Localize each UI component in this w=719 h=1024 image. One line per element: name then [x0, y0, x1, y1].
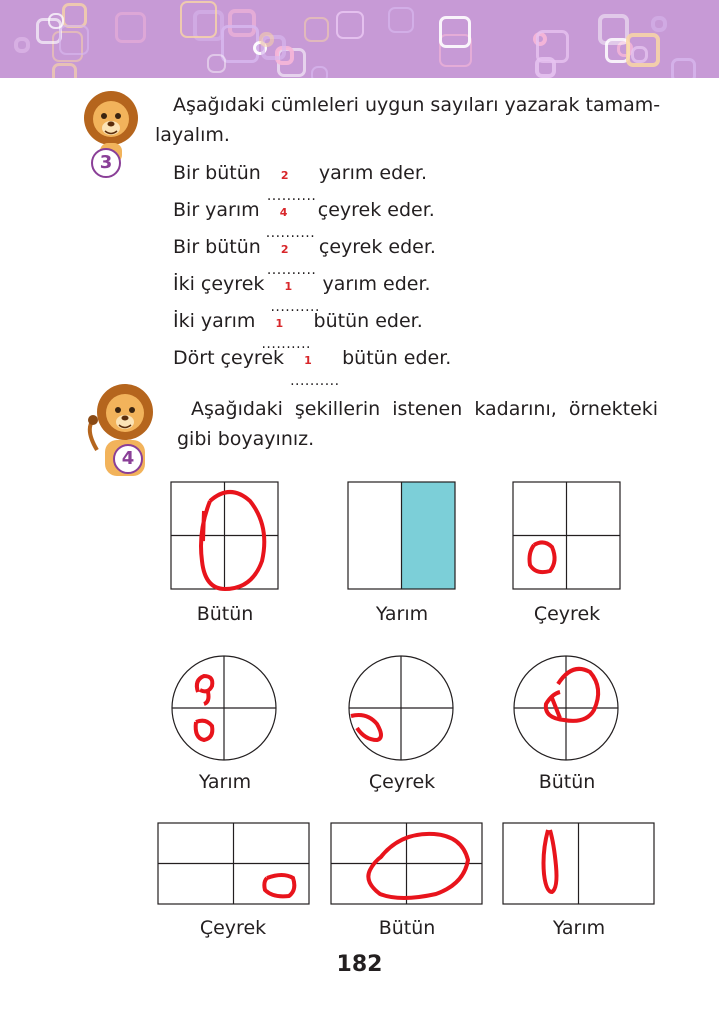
page-number: 182	[336, 952, 383, 977]
figure-rect-quarter	[157, 822, 311, 906]
decorative-square	[207, 54, 226, 73]
decorative-square	[671, 58, 696, 78]
decorative-square	[626, 33, 660, 67]
decorative-square	[439, 16, 471, 48]
sentence-end: bütün eder.	[313, 310, 423, 332]
figure-circle-half	[170, 654, 280, 764]
blank-dots: ..........	[266, 262, 317, 278]
decorative-square	[388, 7, 414, 33]
figure-square-half-example	[347, 481, 457, 591]
caption-9: Yarım	[552, 917, 606, 939]
sentence-line	[173, 236, 436, 278]
sentence-line	[173, 162, 427, 204]
sentence-start: Bir bütün	[173, 162, 261, 184]
decorative-square	[180, 1, 217, 38]
sentence-end: çeyrek eder.	[317, 199, 435, 221]
exercise-4-number: 4	[113, 444, 143, 474]
sentence-line	[173, 310, 423, 352]
handwritten-answer: 1	[284, 280, 293, 293]
figure-square-quarter	[512, 481, 622, 591]
caption-3: Çeyrek	[533, 603, 601, 625]
exercise-3-instruction-1: Aşağıdaki cümleleri uygun sayıları yazarak tamam-	[173, 94, 661, 116]
decorative-square	[59, 25, 89, 55]
decorative-square	[651, 16, 667, 32]
sentence-line	[173, 347, 452, 389]
exercise-4-instruction-2: gibi boyayınız.	[177, 428, 315, 450]
sentence-end: bütün eder.	[342, 347, 452, 369]
blank-dots: ..........	[266, 188, 317, 204]
sentence-end: yarım eder.	[322, 273, 431, 295]
handwritten-answer: 2	[280, 243, 289, 256]
sentence-start: İki çeyrek	[173, 273, 265, 295]
blank-dots: ..........	[270, 299, 320, 315]
figure-rect-whole	[330, 822, 484, 906]
sentence-end: çeyrek eder.	[318, 236, 436, 258]
exercise-4-instruction-1: Aşağıdaki şekillerin istenen kadarını, örnekteki	[191, 398, 659, 420]
decorative-square	[115, 12, 146, 43]
header-banner	[0, 0, 719, 78]
sentence-start: Bir yarım	[173, 199, 260, 221]
handwritten-answer: 2	[280, 169, 289, 182]
handwritten-answer: 1	[275, 317, 284, 330]
sentence-start: İki yarım	[173, 310, 256, 332]
caption-6: Bütün	[538, 771, 596, 793]
decorative-square	[14, 37, 30, 53]
figure-circle-whole	[512, 654, 622, 764]
decorative-square	[311, 66, 328, 78]
sentence-line	[173, 199, 435, 241]
caption-5: Çeyrek	[368, 771, 436, 793]
decorative-square	[536, 30, 569, 63]
handwritten-answer: 4	[279, 206, 288, 219]
decorative-square	[52, 63, 77, 78]
decorative-square	[48, 13, 64, 29]
sentence-end: yarım eder.	[318, 162, 427, 184]
caption-1: Bütün	[196, 603, 254, 625]
figure-rect-half	[502, 822, 656, 906]
decorative-square	[259, 32, 274, 47]
figure-circle-quarter	[347, 654, 457, 764]
sentence-line	[173, 273, 431, 315]
decorative-square	[336, 11, 364, 39]
sentence-start: Bir bütün	[173, 236, 261, 258]
caption-2: Yarım	[375, 603, 429, 625]
caption-4: Yarım	[198, 771, 252, 793]
sentence-start: Dört çeyrek	[173, 347, 285, 369]
decorative-square	[598, 14, 629, 45]
blank-dots: ..........	[290, 373, 340, 389]
blank-dots: ..........	[265, 225, 316, 241]
caption-7: Çeyrek	[199, 917, 267, 939]
exercise-3-number: 3	[91, 148, 121, 178]
handwritten-answer: 1	[304, 354, 312, 367]
exercise-3-instruction-2: layalım.	[155, 124, 230, 146]
figure-square-whole	[170, 481, 280, 591]
decorative-square	[304, 17, 329, 42]
caption-8: Bütün	[378, 917, 436, 939]
blank-dots: ..........	[261, 336, 311, 352]
